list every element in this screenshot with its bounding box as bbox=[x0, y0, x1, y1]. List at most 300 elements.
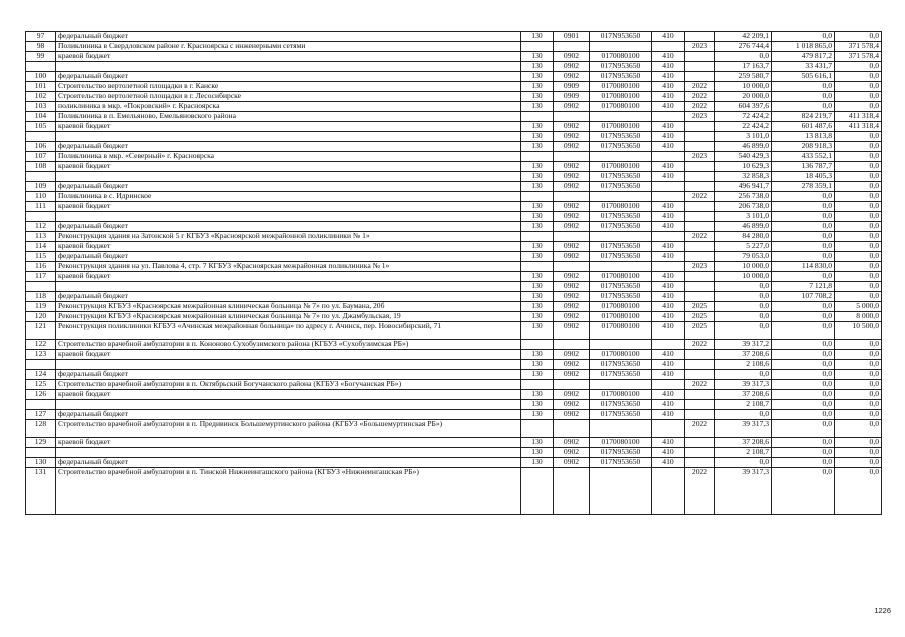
expense-type-cell: 410 bbox=[652, 122, 685, 132]
expense-type-cell: 410 bbox=[652, 202, 685, 212]
amount-year2-cell: 0,0 bbox=[772, 272, 835, 282]
grbs-code-cell: 130 bbox=[521, 222, 554, 232]
target-article-cell: 0170080100 bbox=[590, 322, 652, 340]
year-cell bbox=[685, 52, 715, 62]
table-row bbox=[26, 192, 882, 202]
expense-type-cell: 410 bbox=[652, 322, 685, 340]
amount-year3-cell: 8 000,0 bbox=[835, 312, 882, 322]
row-number-cell: 104 bbox=[26, 112, 56, 122]
amount-year3-cell: 0,0 bbox=[835, 222, 882, 232]
amount-year2-cell: 0,0 bbox=[772, 302, 835, 312]
table-row bbox=[26, 42, 882, 52]
grbs-code-cell: 130 bbox=[521, 102, 554, 112]
section-code-cell: 0902 bbox=[554, 252, 590, 262]
amount-year2-cell: 479 817,2 bbox=[772, 52, 835, 62]
amount-year1-cell: 5 227,0 bbox=[715, 242, 772, 252]
grbs-code-cell: 130 bbox=[521, 350, 554, 360]
year-cell bbox=[685, 390, 715, 400]
row-number-cell: 131 bbox=[26, 468, 56, 515]
grbs-code-cell: 130 bbox=[521, 172, 554, 182]
row-number-cell: 124 bbox=[26, 370, 56, 380]
grbs-code-cell: 130 bbox=[521, 122, 554, 132]
table-row bbox=[26, 458, 882, 468]
year-cell bbox=[685, 222, 715, 232]
year-cell bbox=[685, 182, 715, 192]
amount-year1-cell: 46 899,0 bbox=[715, 142, 772, 152]
item-name-cell bbox=[56, 448, 521, 458]
row-number-cell: 101 bbox=[26, 82, 56, 92]
expense-type-cell: 410 bbox=[652, 282, 685, 292]
amount-year1-cell: 259 580,7 bbox=[715, 72, 772, 82]
amount-year2-cell: 824 219,7 bbox=[772, 112, 835, 122]
expense-type-cell bbox=[652, 380, 685, 390]
amount-year3-cell: 411 318,4 bbox=[835, 112, 882, 122]
year-cell bbox=[685, 202, 715, 212]
section-code-cell: 0902 bbox=[554, 312, 590, 322]
item-name-cell: краевой бюджет bbox=[56, 162, 521, 172]
grbs-code-cell: 130 bbox=[521, 302, 554, 312]
grbs-code-cell: 130 bbox=[521, 62, 554, 72]
target-article-cell: 0170080100 bbox=[590, 102, 652, 112]
amount-year2-cell: 0,0 bbox=[772, 438, 835, 448]
row-number-cell: 120 bbox=[26, 312, 56, 322]
amount-year3-cell: 0,0 bbox=[835, 232, 882, 242]
amount-year1-cell: 72 424,2 bbox=[715, 112, 772, 122]
row-number-cell: 121 bbox=[26, 322, 56, 340]
grbs-code-cell: 130 bbox=[521, 182, 554, 192]
expense-type-cell bbox=[652, 262, 685, 272]
row-number-cell: 116 bbox=[26, 262, 56, 272]
year-cell bbox=[685, 242, 715, 252]
item-name-cell: краевой бюджет bbox=[56, 52, 521, 62]
target-article-cell: 0170080100 bbox=[590, 438, 652, 448]
table-row bbox=[26, 360, 882, 370]
row-number-cell: 111 bbox=[26, 202, 56, 212]
table-row bbox=[26, 312, 882, 322]
section-code-cell bbox=[554, 112, 590, 122]
year-cell bbox=[685, 458, 715, 468]
row-number-cell: 122 bbox=[26, 340, 56, 350]
expense-type-cell bbox=[652, 182, 685, 192]
row-number-cell: 106 bbox=[26, 142, 56, 152]
year-cell: 2023 bbox=[685, 262, 715, 272]
year-cell bbox=[685, 72, 715, 82]
amount-year1-cell: 2 108,7 bbox=[715, 400, 772, 410]
expense-type-cell: 410 bbox=[652, 410, 685, 420]
amount-year1-cell: 84 280,0 bbox=[715, 232, 772, 242]
item-name-cell: Поликлиника в Свердловском районе г. Красноярска с инженерными сетями bbox=[56, 42, 521, 52]
target-article-cell bbox=[590, 340, 652, 350]
item-name-cell: Строительство врачебной амбулатории в п. Тинской Нижнеингашского района (КГБУЗ «Нижнеингашская РБ») bbox=[56, 468, 521, 515]
expense-type-cell: 410 bbox=[652, 132, 685, 142]
amount-year3-cell: 5 000,0 bbox=[835, 302, 882, 312]
expense-type-cell: 410 bbox=[652, 302, 685, 312]
amount-year2-cell: 505 616,1 bbox=[772, 72, 835, 82]
table-row bbox=[26, 212, 882, 222]
amount-year1-cell: 37 208,6 bbox=[715, 350, 772, 360]
amount-year1-cell: 39 317,2 bbox=[715, 340, 772, 350]
amount-year3-cell: 0,0 bbox=[835, 242, 882, 252]
expense-type-cell: 410 bbox=[652, 400, 685, 410]
year-cell bbox=[685, 172, 715, 182]
expense-type-cell: 410 bbox=[652, 252, 685, 262]
year-cell: 2023 bbox=[685, 42, 715, 52]
year-cell bbox=[685, 212, 715, 222]
section-code-cell bbox=[554, 232, 590, 242]
item-name-cell bbox=[56, 282, 521, 292]
amount-year3-cell: 0,0 bbox=[835, 458, 882, 468]
expense-type-cell: 410 bbox=[652, 212, 685, 222]
grbs-code-cell bbox=[521, 112, 554, 122]
section-code-cell bbox=[554, 192, 590, 202]
amount-year1-cell: 0,0 bbox=[715, 52, 772, 62]
row-number-cell: 128 bbox=[26, 420, 56, 438]
row-number-cell: 100 bbox=[26, 72, 56, 82]
amount-year2-cell: 0,0 bbox=[772, 390, 835, 400]
amount-year3-cell: 0,0 bbox=[835, 438, 882, 448]
target-article-cell bbox=[590, 420, 652, 438]
amount-year2-cell: 0,0 bbox=[772, 252, 835, 262]
expense-type-cell: 410 bbox=[652, 458, 685, 468]
row-number-cell: 112 bbox=[26, 222, 56, 232]
row-number-cell: 119 bbox=[26, 302, 56, 312]
item-name-cell: Строительство врачебной амбулатории в п. Предивинск Большемуртинского района (КГБУЗ «Большемуртинская РБ») bbox=[56, 420, 521, 438]
year-cell: 2022 bbox=[685, 468, 715, 515]
item-name-cell: Строительство врачебной амбулатории в п. Кононово Сухобузимского района (КГБУЗ «Сухобузимская РБ») bbox=[56, 340, 521, 350]
amount-year2-cell: 0,0 bbox=[772, 92, 835, 102]
amount-year1-cell: 22 424,2 bbox=[715, 122, 772, 132]
amount-year1-cell: 17 163,7 bbox=[715, 62, 772, 72]
item-name-cell: федеральный бюджет bbox=[56, 142, 521, 152]
section-code-cell: 0902 bbox=[554, 438, 590, 448]
table-row bbox=[26, 152, 882, 162]
section-code-cell: 0909 bbox=[554, 82, 590, 92]
target-article-cell bbox=[590, 468, 652, 515]
target-article-cell: 0170080100 bbox=[590, 272, 652, 282]
item-name-cell: Реконструкция КГБУЗ «Красноярская межрайонная клиническая больница № 7» по ул. Джамбульская, 19 bbox=[56, 312, 521, 322]
target-article-cell: 017N953650 bbox=[590, 212, 652, 222]
page-number: 1226 bbox=[874, 606, 891, 615]
expense-type-cell: 410 bbox=[652, 438, 685, 448]
item-name-cell bbox=[56, 212, 521, 222]
row-number-cell: 130 bbox=[26, 458, 56, 468]
expense-type-cell: 410 bbox=[652, 350, 685, 360]
grbs-code-cell: 130 bbox=[521, 410, 554, 420]
grbs-code-cell: 130 bbox=[521, 292, 554, 302]
year-cell bbox=[685, 282, 715, 292]
amount-year1-cell: 37 208,6 bbox=[715, 390, 772, 400]
item-name-cell: федеральный бюджет bbox=[56, 292, 521, 302]
table-row bbox=[26, 448, 882, 458]
section-code-cell: 0902 bbox=[554, 132, 590, 142]
table-row bbox=[26, 272, 882, 282]
year-cell: 2025 bbox=[685, 302, 715, 312]
amount-year1-cell: 10 629,3 bbox=[715, 162, 772, 172]
target-article-cell: 0170080100 bbox=[590, 162, 652, 172]
amount-year1-cell: 0,0 bbox=[715, 302, 772, 312]
amount-year1-cell: 604 397,6 bbox=[715, 102, 772, 112]
amount-year1-cell: 42 209,1 bbox=[715, 32, 772, 42]
item-name-cell: поликлиника в мкр. «Покровский» г. Красноярска bbox=[56, 102, 521, 112]
year-cell bbox=[685, 162, 715, 172]
expense-type-cell: 410 bbox=[652, 92, 685, 102]
amount-year2-cell: 0,0 bbox=[772, 102, 835, 112]
table-row bbox=[26, 72, 882, 82]
grbs-code-cell: 130 bbox=[521, 242, 554, 252]
expense-type-cell: 410 bbox=[652, 360, 685, 370]
section-code-cell: 0902 bbox=[554, 272, 590, 282]
grbs-code-cell: 130 bbox=[521, 272, 554, 282]
item-name-cell: Строительство вертолетной площадки в г. Канске bbox=[56, 82, 521, 92]
expense-type-cell: 410 bbox=[652, 242, 685, 252]
section-code-cell bbox=[554, 380, 590, 390]
amount-year2-cell: 18 405,3 bbox=[772, 172, 835, 182]
target-article-cell: 017N953650 bbox=[590, 292, 652, 302]
target-article-cell bbox=[590, 192, 652, 202]
amount-year2-cell: 114 830,0 bbox=[772, 262, 835, 272]
item-name-cell: федеральный бюджет bbox=[56, 182, 521, 192]
item-name-cell: Поликлиника в п. Емельяново, Емельяновского района bbox=[56, 112, 521, 122]
item-name-cell: Реконструкция КГБУЗ «Красноярская межрайонная клиническая больница № 7» по ул. Баумана, 20б bbox=[56, 302, 521, 312]
amount-year3-cell: 0,0 bbox=[835, 272, 882, 282]
item-name-cell bbox=[56, 360, 521, 370]
amount-year3-cell: 0,0 bbox=[835, 192, 882, 202]
table-row bbox=[26, 322, 882, 340]
amount-year1-cell: 20 000,0 bbox=[715, 92, 772, 102]
grbs-code-cell: 130 bbox=[521, 212, 554, 222]
table-row bbox=[26, 468, 882, 515]
section-code-cell: 0902 bbox=[554, 212, 590, 222]
grbs-code-cell: 130 bbox=[521, 390, 554, 400]
table-row bbox=[26, 262, 882, 272]
section-code-cell: 0902 bbox=[554, 448, 590, 458]
amount-year1-cell: 0,0 bbox=[715, 458, 772, 468]
table-row bbox=[26, 172, 882, 182]
row-number-cell: 118 bbox=[26, 292, 56, 302]
amount-year2-cell: 107 708,2 bbox=[772, 292, 835, 302]
table-row bbox=[26, 142, 882, 152]
grbs-code-cell bbox=[521, 232, 554, 242]
amount-year2-cell: 0,0 bbox=[772, 32, 835, 42]
row-number-cell bbox=[26, 360, 56, 370]
expense-type-cell: 410 bbox=[652, 52, 685, 62]
table-row bbox=[26, 438, 882, 448]
expense-type-cell: 410 bbox=[652, 142, 685, 152]
target-article-cell bbox=[590, 232, 652, 242]
year-cell bbox=[685, 438, 715, 448]
item-name-cell: федеральный бюджет bbox=[56, 252, 521, 262]
amount-year3-cell: 0,0 bbox=[835, 262, 882, 272]
amount-year3-cell: 0,0 bbox=[835, 172, 882, 182]
amount-year3-cell: 0,0 bbox=[835, 350, 882, 360]
row-number-cell: 102 bbox=[26, 92, 56, 102]
expense-type-cell bbox=[652, 232, 685, 242]
row-number-cell: 97 bbox=[26, 32, 56, 42]
table-row bbox=[26, 282, 882, 292]
amount-year2-cell: 1 018 865,0 bbox=[772, 42, 835, 52]
amount-year2-cell: 601 487,6 bbox=[772, 122, 835, 132]
item-name-cell: Реконструкция поликлиники КГБУЗ «Ачинская межрайонная больница» по адресу г. Ачинск, пер. Новосибирский, 71 bbox=[56, 322, 521, 340]
amount-year2-cell: 0,0 bbox=[772, 312, 835, 322]
row-number-cell: 103 bbox=[26, 102, 56, 112]
amount-year1-cell: 0,0 bbox=[715, 292, 772, 302]
amount-year1-cell: 540 429,3 bbox=[715, 152, 772, 162]
amount-year1-cell: 32 858,3 bbox=[715, 172, 772, 182]
amount-year3-cell: 0,0 bbox=[835, 202, 882, 212]
target-article-cell: 017N953650 bbox=[590, 410, 652, 420]
item-name-cell: краевой бюджет bbox=[56, 350, 521, 360]
amount-year3-cell: 0,0 bbox=[835, 102, 882, 112]
item-name-cell: краевой бюджет bbox=[56, 242, 521, 252]
row-number-cell: 105 bbox=[26, 122, 56, 132]
item-name-cell: федеральный бюджет bbox=[56, 458, 521, 468]
table-row bbox=[26, 410, 882, 420]
target-article-cell: 017N953650 bbox=[590, 282, 652, 292]
section-code-cell bbox=[554, 340, 590, 350]
amount-year3-cell: 411 318,4 bbox=[835, 122, 882, 132]
target-article-cell: 017N953650 bbox=[590, 222, 652, 232]
target-article-cell bbox=[590, 42, 652, 52]
grbs-code-cell: 130 bbox=[521, 142, 554, 152]
amount-year1-cell: 3 101,0 bbox=[715, 212, 772, 222]
item-name-cell: Строительство вертолетной площадки в г. Лесосибирске bbox=[56, 92, 521, 102]
target-article-cell: 017N953650 bbox=[590, 360, 652, 370]
amount-year3-cell: 0,0 bbox=[835, 212, 882, 222]
item-name-cell: Поликлиника в мкр. «Северный» г. Красноярска bbox=[56, 152, 521, 162]
amount-year2-cell: 0,0 bbox=[772, 360, 835, 370]
section-code-cell bbox=[554, 42, 590, 52]
row-number-cell: 127 bbox=[26, 410, 56, 420]
amount-year2-cell: 0,0 bbox=[772, 232, 835, 242]
amount-year3-cell: 0,0 bbox=[835, 92, 882, 102]
section-code-cell: 0902 bbox=[554, 142, 590, 152]
amount-year2-cell: 0,0 bbox=[772, 322, 835, 340]
section-code-cell: 0902 bbox=[554, 350, 590, 360]
table-row bbox=[26, 132, 882, 142]
section-code-cell: 0901 bbox=[554, 32, 590, 42]
amount-year3-cell: 0,0 bbox=[835, 370, 882, 380]
year-cell bbox=[685, 292, 715, 302]
grbs-code-cell bbox=[521, 152, 554, 162]
item-name-cell: федеральный бюджет bbox=[56, 222, 521, 232]
year-cell bbox=[685, 400, 715, 410]
section-code-cell bbox=[554, 468, 590, 515]
amount-year1-cell: 46 899,0 bbox=[715, 222, 772, 232]
year-cell: 2022 bbox=[685, 340, 715, 350]
row-number-cell bbox=[26, 400, 56, 410]
year-cell: 2023 bbox=[685, 112, 715, 122]
amount-year3-cell: 371 578,4 bbox=[835, 42, 882, 52]
item-name-cell: Реконструкция здания на ул. Павлова 4, стр. 7 КГБУЗ «Красноярская межрайонная поликлиника № 1» bbox=[56, 262, 521, 272]
amount-year1-cell: 0,0 bbox=[715, 282, 772, 292]
row-number-cell: 99 bbox=[26, 52, 56, 62]
section-code-cell: 0902 bbox=[554, 410, 590, 420]
grbs-code-cell: 130 bbox=[521, 252, 554, 262]
amount-year3-cell: 0,0 bbox=[835, 282, 882, 292]
section-code-cell: 0902 bbox=[554, 322, 590, 340]
table-row bbox=[26, 252, 882, 262]
amount-year3-cell: 0,0 bbox=[835, 182, 882, 192]
amount-year3-cell: 0,0 bbox=[835, 420, 882, 438]
year-cell: 2022 bbox=[685, 82, 715, 92]
target-article-cell bbox=[590, 112, 652, 122]
row-number-cell bbox=[26, 62, 56, 72]
grbs-code-cell: 130 bbox=[521, 52, 554, 62]
item-name-cell: федеральный бюджет bbox=[56, 410, 521, 420]
grbs-code-cell bbox=[521, 262, 554, 272]
grbs-code-cell: 130 bbox=[521, 202, 554, 212]
row-number-cell: 123 bbox=[26, 350, 56, 360]
grbs-code-cell bbox=[521, 420, 554, 438]
grbs-code-cell: 130 bbox=[521, 82, 554, 92]
section-code-cell: 0909 bbox=[554, 92, 590, 102]
amount-year3-cell: 0,0 bbox=[835, 62, 882, 72]
expense-type-cell: 410 bbox=[652, 172, 685, 182]
amount-year3-cell: 0,0 bbox=[835, 292, 882, 302]
year-cell bbox=[685, 32, 715, 42]
row-number-cell bbox=[26, 212, 56, 222]
grbs-code-cell: 130 bbox=[521, 132, 554, 142]
expense-type-cell bbox=[652, 420, 685, 438]
year-cell: 2025 bbox=[685, 322, 715, 340]
expense-type-cell bbox=[652, 152, 685, 162]
section-code-cell bbox=[554, 152, 590, 162]
amount-year2-cell: 0,0 bbox=[772, 222, 835, 232]
item-name-cell bbox=[56, 132, 521, 142]
target-article-cell: 0170080100 bbox=[590, 92, 652, 102]
budget-table bbox=[25, 31, 882, 515]
amount-year3-cell: 0,0 bbox=[835, 82, 882, 92]
amount-year2-cell: 0,0 bbox=[772, 458, 835, 468]
grbs-code-cell: 130 bbox=[521, 438, 554, 448]
grbs-code-cell bbox=[521, 192, 554, 202]
amount-year3-cell: 0,0 bbox=[835, 448, 882, 458]
grbs-code-cell: 130 bbox=[521, 282, 554, 292]
target-article-cell: 017N953650 bbox=[590, 242, 652, 252]
amount-year3-cell: 0,0 bbox=[835, 390, 882, 400]
amount-year3-cell: 0,0 bbox=[835, 360, 882, 370]
table-row bbox=[26, 242, 882, 252]
year-cell bbox=[685, 122, 715, 132]
expense-type-cell: 410 bbox=[652, 312, 685, 322]
amount-year1-cell: 256 738,0 bbox=[715, 192, 772, 202]
year-cell bbox=[685, 62, 715, 72]
table-row bbox=[26, 182, 882, 192]
amount-year2-cell: 0,0 bbox=[772, 192, 835, 202]
grbs-code-cell: 130 bbox=[521, 370, 554, 380]
amount-year1-cell: 276 744,4 bbox=[715, 42, 772, 52]
amount-year2-cell: 7 121,8 bbox=[772, 282, 835, 292]
item-name-cell bbox=[56, 400, 521, 410]
amount-year1-cell: 37 208,6 bbox=[715, 438, 772, 448]
row-number-cell: 98 bbox=[26, 42, 56, 52]
expense-type-cell bbox=[652, 468, 685, 515]
grbs-code-cell bbox=[521, 340, 554, 350]
grbs-code-cell: 130 bbox=[521, 32, 554, 42]
target-article-cell: 017N953650 bbox=[590, 252, 652, 262]
year-cell bbox=[685, 272, 715, 282]
amount-year3-cell: 0,0 bbox=[835, 400, 882, 410]
amount-year3-cell: 0,0 bbox=[835, 32, 882, 42]
section-code-cell: 0902 bbox=[554, 202, 590, 212]
table-row bbox=[26, 350, 882, 360]
section-code-cell: 0902 bbox=[554, 370, 590, 380]
expense-type-cell: 410 bbox=[652, 292, 685, 302]
amount-year2-cell: 0,0 bbox=[772, 468, 835, 515]
grbs-code-cell: 130 bbox=[521, 312, 554, 322]
amount-year1-cell: 0,0 bbox=[715, 322, 772, 340]
target-article-cell: 017N953650 bbox=[590, 448, 652, 458]
